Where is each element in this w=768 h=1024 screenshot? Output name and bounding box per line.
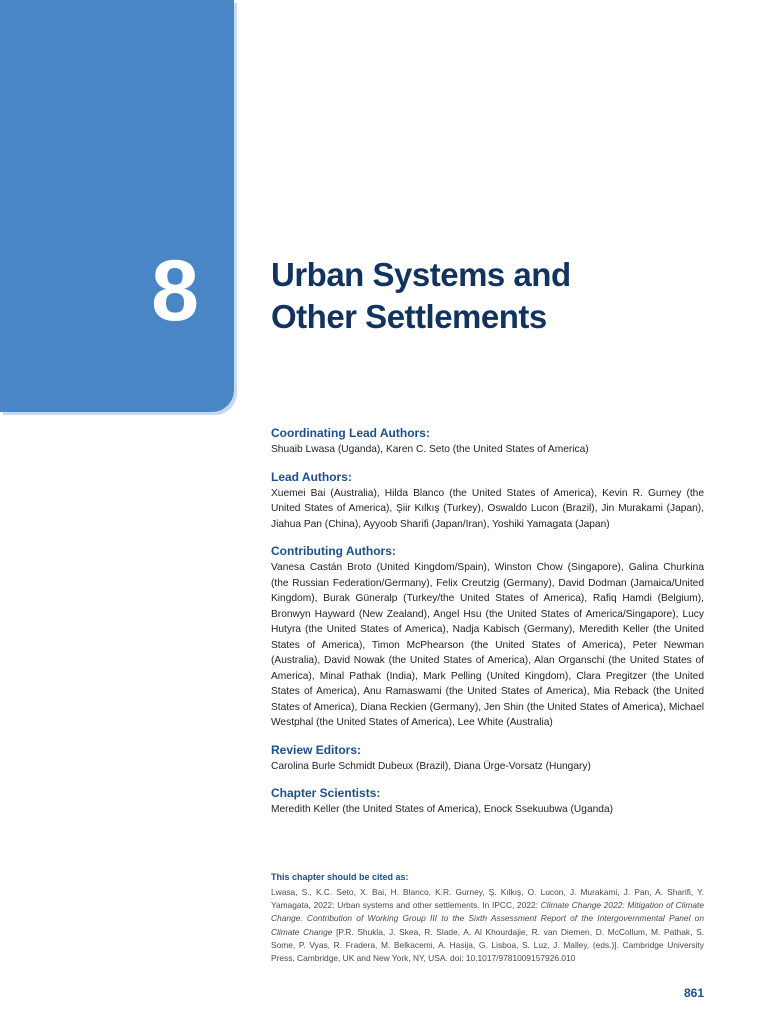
chapter-title-line-2: Other Settlements bbox=[271, 298, 547, 335]
citation-text-part-1: Lwasa, S., K.C. Seto, X. Bai, H. Blanco, K.R. Gurney, Ş. Kılkış, O. Lucon, J. Murakami, J. Pan, A. Sharifi, Y. Yamagata, 2022: Urban systems and other settlements. In IPCC, 2022: bbox=[271, 887, 704, 911]
section-text: Shuaib Lwasa (Uganda), Karen C. Seto (the United States of America) bbox=[271, 444, 589, 455]
section-heading: Lead Authors: bbox=[271, 469, 352, 484]
section-heading: Chapter Scientists: bbox=[271, 786, 381, 800]
section-text: Vanesa Castán Broto (United Kingdom/Spain), Winston Chow (Singapore), Galina Churkina (the Russian Federation/Germany), Felix Creutzig (Germany), David Dodman (Jamaica/United Kingdom), Burak Güneralp (Turkey/the United States of America), Rafiq Hamdi (Belgium), Bronwyn Hayward (New Zealand), Angel Hsu (the United States of America/Singapore), Lucy Hutyra (the United States of America), Nadja Kabisch (Germany), Meredith Keller (the United States of America), Timon McPhearson (the United States of America), Peter Newman (Australia), David Nowak (the United States of America), Alan Organschi (the United States of America), Minal Pathak (India), Mark Pelling (United Kingdom), Clara Pregitzer (the United States of America), Anu Ramaswami (the United States of America), Mia Reback (the United States of America), Diana Reckien (Germany), Jen Shin (the United States of America), Michael Westphal (the United States of America), Lee White (Australia) bbox=[271, 562, 704, 728]
section-text: Xuemei Bai (Australia), Hilda Blanco (the United States of America), Kevin R. Gurney (the United States of America), Şiir Kılkış (Turkey), Oswaldo Lucon (Brazil), Jin Murakami (Japan), Jiahua Pan (China), Ayyoob Sharifi (Japan/Iran), Yoshiki Yamagata (Japan) bbox=[271, 487, 704, 530]
chapter-number: 8 bbox=[151, 243, 198, 339]
review-editors-section bbox=[271, 743, 704, 775]
section-heading: Review Editors: bbox=[271, 742, 362, 757]
section-heading: Coordinating Lead Authors: bbox=[271, 426, 430, 440]
chapter-title bbox=[271, 254, 571, 338]
chapter-scientists-section bbox=[271, 786, 704, 818]
citation-text-italic: Climate Change 2022: Mitigation of Climate Change. Contribution of Working Group III to the Sixth Assessment Report of the Intergovernmental Panel on Climate Change bbox=[271, 900, 704, 937]
page-number: 861 bbox=[683, 986, 704, 1000]
section-heading: Contributing Authors: bbox=[271, 544, 396, 558]
chapter-number-block bbox=[0, 0, 234, 412]
chapter-title-line-1: Urban Systems and bbox=[271, 256, 571, 293]
citation-text-part-2: [P.R. Shukla, J. Skea, R. Slade, A. Al Khourdajie, R. van Diemen, D. McCollum, M. Pathak, S. Some, P. Vyas, R. Fradera, M. Belkacemi, A. Hasija, G. Lisboa, S. Luz, J. Malley, (eds.)]. Cambridge University Press, Cambridge, UK and New York, NY, USA. doi: 10.1017/9781009157926.010 bbox=[271, 926, 704, 964]
lead-authors-section bbox=[271, 470, 704, 533]
section-text: Carolina Burle Schmidt Dubeux (Brazil), Diana Ürge-Vorsatz (Hungary) bbox=[271, 760, 591, 772]
coordinating-lead-authors-section bbox=[271, 426, 704, 458]
section-text: Meredith Keller (the United States of America), Enock Ssekuubwa (Uganda) bbox=[271, 804, 614, 815]
citation-text bbox=[271, 886, 704, 965]
contributing-authors-section bbox=[271, 544, 704, 731]
author-list bbox=[271, 426, 704, 830]
citation-heading: This chapter should be cited as: bbox=[271, 872, 409, 882]
citation-block bbox=[271, 871, 704, 965]
